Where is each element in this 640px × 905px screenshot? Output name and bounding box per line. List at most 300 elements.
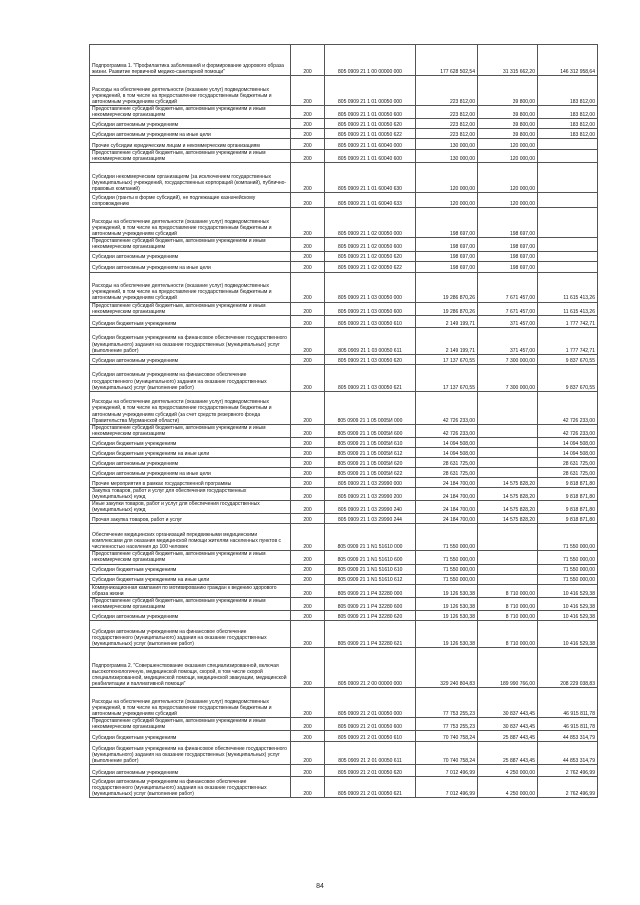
row-description: Предоставление субсидий бюджетным, автономным учреждениям и иным некоммерческим организациям: [90, 424, 291, 437]
table-row: [90, 437, 598, 447]
row-description: Подпрограмма 2. "Совершенствование оказания специализированной, включая высокотехнологичную, медицинской помощи, скорой, в том числе скорой специализированной, медицинской помощи, медицинской эвакуации, медицинской реабилитации и паллиативной помощи": [90, 647, 291, 687]
row-unexecuted-amount: 46 915 811,78: [538, 717, 598, 730]
row-admin-code: 200: [291, 467, 325, 477]
row-executed-amount: 120 000,00: [478, 193, 538, 208]
row-unexecuted-amount: [538, 150, 598, 163]
row-budget-code: 805 0909 21 1 P4 32280 600: [325, 597, 416, 610]
row-executed-amount: [478, 437, 538, 447]
row-unexecuted-amount: [538, 238, 598, 251]
row-description: Иные закупки товаров, работ и услуг для обеспечения государственных (муниципальных) нужд: [90, 501, 291, 514]
row-unexecuted-amount: [538, 261, 598, 272]
row-description: Субсидии автономным учреждениям: [90, 457, 291, 467]
row-budget-code: 805 0909 21 2 01 00050 000: [325, 687, 416, 717]
row-executed-amount: [478, 467, 538, 477]
row-unexecuted-amount: 208 229 038,83: [538, 647, 598, 687]
row-admin-code: 200: [291, 731, 325, 742]
row-executed-amount: 8 710 000,00: [478, 584, 538, 597]
row-executed-amount: 14 575 828,20: [478, 477, 538, 487]
row-unexecuted-amount: 71 550 000,00: [538, 564, 598, 574]
row-description: Расходы на обеспечение деятельности (оказание услуг) подведомственных учреждений, в том числе на предоставление государственным бюджетным и автономным учреждениям субсидий: [90, 208, 291, 238]
row-executed-amount: 39 800,00: [478, 76, 538, 106]
row-approved-amount: 130 000,00: [416, 150, 478, 163]
table-row: [90, 315, 598, 327]
row-admin-code: 200: [291, 238, 325, 251]
row-admin-code: 200: [291, 647, 325, 687]
row-approved-amount: 14 094 508,00: [416, 447, 478, 457]
row-description: Субсидии автономным учреждениям: [90, 354, 291, 364]
table-row: [90, 45, 598, 76]
row-budget-code: 805 0909 21 1 05 0005И 612: [325, 447, 416, 457]
table-row: [90, 501, 598, 514]
row-executed-amount: 4 250 000,00: [478, 777, 538, 798]
row-approved-amount: 198 697,00: [416, 208, 478, 238]
row-executed-amount: [478, 574, 538, 584]
row-budget-code: 805 0909 21 1 N1 51610 000: [325, 524, 416, 551]
row-budget-code: 805 0909 21 1 01 00050 622: [325, 129, 416, 139]
row-approved-amount: 223 812,00: [416, 129, 478, 139]
row-unexecuted-amount: 10 416 529,38: [538, 620, 598, 647]
row-executed-amount: 8 710 000,00: [478, 610, 538, 620]
row-approved-amount: 17 137 670,55: [416, 364, 478, 391]
row-executed-amount: 8 710 000,00: [478, 597, 538, 610]
row-unexecuted-amount: 9 818 871,80: [538, 514, 598, 524]
table-row: [90, 193, 598, 208]
budget-execution-table: [89, 44, 598, 798]
row-budget-code: 805 0909 21 1 05 0005И 600: [325, 424, 416, 437]
row-budget-code: 805 0909 21 1 01 00050 000: [325, 76, 416, 106]
row-admin-code: 200: [291, 354, 325, 364]
row-admin-code: 200: [291, 129, 325, 139]
table-row: [90, 364, 598, 391]
row-admin-code: 200: [291, 584, 325, 597]
row-approved-amount: 42 726 233,00: [416, 424, 478, 437]
row-unexecuted-amount: 44 853 314,79: [538, 742, 598, 765]
row-admin-code: 200: [291, 272, 325, 302]
row-unexecuted-amount: 14 094 508,00: [538, 447, 598, 457]
row-description: Расходы на обеспечение деятельности (оказание услуг) подведомственных учреждений, в том числе на предоставление государственным бюджетным и автономным учреждениям субсидий (за счет средств резервного фонда Правительства Мурманской области): [90, 391, 291, 424]
row-admin-code: 200: [291, 208, 325, 238]
table-row: [90, 731, 598, 742]
row-admin-code: 200: [291, 302, 325, 315]
row-admin-code: 200: [291, 119, 325, 129]
row-description: Подпрограмма 1. "Профилактика заболеваний и формирование здорового образа жизни. Развитие первичной медико-санитарной помощи": [90, 45, 291, 76]
row-unexecuted-amount: 146 312 958,64: [538, 45, 598, 76]
table-row: [90, 620, 598, 647]
row-admin-code: 200: [291, 501, 325, 514]
table-row: [90, 687, 598, 717]
row-admin-code: 200: [291, 597, 325, 610]
row-executed-amount: 39 800,00: [478, 129, 538, 139]
row-description: Субсидии автономным учреждениям на финансовое обеспечение государственного (муниципального) задания на оказание государственных (муниципальных) услуг (выполнение работ): [90, 777, 291, 798]
row-approved-amount: 17 137 670,55: [416, 354, 478, 364]
table-row: [90, 574, 598, 584]
row-description: Закупка товаров, работ и услуг для обеспечения государственных (муниципальных) нужд: [90, 487, 291, 500]
row-approved-amount: 19 286 870,26: [416, 272, 478, 302]
table-row: [90, 447, 598, 457]
row-unexecuted-amount: 10 416 529,38: [538, 597, 598, 610]
row-budget-code: 805 0909 21 1 03 00050 610: [325, 315, 416, 327]
table-row: [90, 777, 598, 798]
row-description: Субсидии автономным учреждениям на иные цели: [90, 261, 291, 272]
table-row: [90, 647, 598, 687]
row-approved-amount: 19 126 530,38: [416, 620, 478, 647]
table-row: [90, 610, 598, 620]
table-row: [90, 391, 598, 424]
row-budget-code: 805 0909 21 1 03 00050 611: [325, 327, 416, 354]
row-budget-code: 805 0909 21 1 03 29990 000: [325, 477, 416, 487]
row-unexecuted-amount: 71 550 000,00: [538, 551, 598, 564]
row-admin-code: 200: [291, 251, 325, 261]
row-unexecuted-amount: [538, 163, 598, 193]
row-description: Субсидии бюджетным учреждениям на финансовое обеспечение государственного (муниципального) задания на оказание государственных (муниципальных) услуг (выполнение работ): [90, 742, 291, 765]
row-admin-code: 200: [291, 574, 325, 584]
row-admin-code: 200: [291, 524, 325, 551]
row-description: Субсидии бюджетным учреждениям на иные цели: [90, 574, 291, 584]
row-executed-amount: 198 697,00: [478, 261, 538, 272]
row-budget-code: 805 0909 21 1 01 60040 633: [325, 193, 416, 208]
row-budget-code: 805 0909 21 1 03 00050 600: [325, 302, 416, 315]
row-unexecuted-amount: 9 818 871,80: [538, 487, 598, 500]
row-description: Предоставление субсидий бюджетным, автономным учреждениям и иным некоммерческим организациям: [90, 597, 291, 610]
row-approved-amount: 19 286 870,26: [416, 302, 478, 315]
row-executed-amount: 39 800,00: [478, 106, 538, 119]
table-row: [90, 514, 598, 524]
row-executed-amount: 7 300 000,00: [478, 354, 538, 364]
row-admin-code: 200: [291, 76, 325, 106]
row-budget-code: 805 0909 21 2 01 00050 600: [325, 717, 416, 730]
row-budget-code: 805 0909 21 1 N1 51610 612: [325, 574, 416, 584]
row-description: Субсидии автономным учреждениям на иные цели: [90, 129, 291, 139]
row-description: Субсидии (гранты в форме субсидий), не подлежащие казначейскому сопровождению: [90, 193, 291, 208]
table-row: [90, 564, 598, 574]
row-budget-code: 805 0909 21 1 00 00000 000: [325, 45, 416, 76]
row-unexecuted-amount: 183 812,00: [538, 106, 598, 119]
row-executed-amount: 189 990 766,00: [478, 647, 538, 687]
row-unexecuted-amount: 71 550 000,00: [538, 524, 598, 551]
row-executed-amount: [478, 391, 538, 424]
row-unexecuted-amount: [538, 139, 598, 150]
row-approved-amount: 70 740 758,24: [416, 731, 478, 742]
row-executed-amount: 371 457,00: [478, 315, 538, 327]
row-approved-amount: 198 697,00: [416, 251, 478, 261]
row-executed-amount: 25 887 443,45: [478, 731, 538, 742]
table-row: [90, 467, 598, 477]
row-executed-amount: 198 697,00: [478, 208, 538, 238]
row-description: Предоставление субсидий бюджетным, автономным учреждениям и иным некоммерческим организациям: [90, 150, 291, 163]
row-approved-amount: 24 184 700,00: [416, 477, 478, 487]
table-row: [90, 765, 598, 777]
table-row: [90, 327, 598, 354]
row-budget-code: 805 0909 21 1 02 00050 000: [325, 208, 416, 238]
table-row: [90, 354, 598, 364]
row-executed-amount: [478, 524, 538, 551]
row-executed-amount: 198 697,00: [478, 251, 538, 261]
row-budget-code: 805 0909 21 1 03 29990 240: [325, 501, 416, 514]
row-admin-code: 200: [291, 261, 325, 272]
row-budget-code: 805 0909 21 1 P4 32280 621: [325, 620, 416, 647]
row-admin-code: 200: [291, 447, 325, 457]
row-budget-code: 805 0909 21 2 01 00050 611: [325, 742, 416, 765]
row-approved-amount: 19 126 530,38: [416, 610, 478, 620]
row-budget-code: 805 0909 21 1 05 0005И 610: [325, 437, 416, 447]
row-admin-code: 200: [291, 45, 325, 76]
row-admin-code: 200: [291, 391, 325, 424]
row-unexecuted-amount: 183 812,00: [538, 76, 598, 106]
row-unexecuted-amount: 46 915 811,78: [538, 687, 598, 717]
table-row: [90, 742, 598, 765]
row-unexecuted-amount: 11 615 413,26: [538, 302, 598, 315]
row-description: Субсидии бюджетным учреждениям: [90, 564, 291, 574]
row-admin-code: 200: [291, 106, 325, 119]
row-unexecuted-amount: 11 615 413,26: [538, 272, 598, 302]
row-description: Субсидии автономным учреждениям: [90, 765, 291, 777]
row-budget-code: 805 0909 21 1 N1 51610 610: [325, 564, 416, 574]
row-description: Субсидии бюджетным учреждениям: [90, 315, 291, 327]
row-approved-amount: 71 550 000,00: [416, 551, 478, 564]
row-budget-code: 805 0909 21 1 N1 51610 600: [325, 551, 416, 564]
row-budget-code: 805 0909 21 1 P4 32280 620: [325, 610, 416, 620]
row-unexecuted-amount: 9 837 670,55: [538, 354, 598, 364]
row-executed-amount: 14 575 828,20: [478, 514, 538, 524]
row-admin-code: 200: [291, 551, 325, 564]
table-row: [90, 150, 598, 163]
row-description: Прочая закупка товаров, работ и услуг: [90, 514, 291, 524]
row-description: Субсидии автономным учреждениям на иные цели: [90, 467, 291, 477]
row-description: Предоставление субсидий бюджетным, автономным учреждениям и иным некоммерческим организациям: [90, 551, 291, 564]
row-approved-amount: 77 753 255,23: [416, 717, 478, 730]
row-approved-amount: 24 184 700,00: [416, 514, 478, 524]
row-admin-code: 200: [291, 437, 325, 447]
row-budget-code: 805 0909 21 1 05 0005И 620: [325, 457, 416, 467]
row-executed-amount: [478, 551, 538, 564]
table-row: [90, 717, 598, 730]
table-row: [90, 524, 598, 551]
row-executed-amount: [478, 564, 538, 574]
row-budget-code: 805 0909 21 2 01 00050 621: [325, 777, 416, 798]
row-admin-code: 200: [291, 742, 325, 765]
row-unexecuted-amount: [538, 193, 598, 208]
table-row: [90, 163, 598, 193]
row-executed-amount: 4 250 000,00: [478, 765, 538, 777]
row-unexecuted-amount: [538, 251, 598, 261]
row-executed-amount: 7 671 457,00: [478, 302, 538, 315]
page-number: 84: [316, 883, 324, 890]
row-unexecuted-amount: 9 837 670,55: [538, 364, 598, 391]
row-unexecuted-amount: 14 094 508,00: [538, 437, 598, 447]
table-body: [90, 45, 598, 798]
row-description: Субсидии некоммерческим организациям (за исключением государственных (муниципальных) учреждений, государственных корпораций (компаний), публично-правовых компаний): [90, 163, 291, 193]
row-executed-amount: 7 300 000,00: [478, 364, 538, 391]
row-description: Субсидии автономным учреждениям: [90, 251, 291, 261]
row-admin-code: 200: [291, 765, 325, 777]
row-unexecuted-amount: 44 853 314,79: [538, 731, 598, 742]
row-admin-code: 200: [291, 610, 325, 620]
row-budget-code: 805 0909 21 1 03 00050 620: [325, 354, 416, 364]
row-unexecuted-amount: 71 550 000,00: [538, 574, 598, 584]
table-row: [90, 272, 598, 302]
row-approved-amount: 19 126 530,38: [416, 584, 478, 597]
row-unexecuted-amount: 183 812,00: [538, 119, 598, 129]
row-description: Субсидии бюджетным учреждениям: [90, 731, 291, 742]
table-row: [90, 302, 598, 315]
row-admin-code: 200: [291, 364, 325, 391]
row-description: Субсидии автономным учреждениям: [90, 610, 291, 620]
row-approved-amount: 198 697,00: [416, 238, 478, 251]
row-approved-amount: 223 812,00: [416, 119, 478, 129]
row-budget-code: 805 0909 21 1 03 00050 000: [325, 272, 416, 302]
row-budget-code: 805 0909 21 1 02 00050 620: [325, 251, 416, 261]
row-approved-amount: 198 697,00: [416, 261, 478, 272]
row-approved-amount: 329 240 804,83: [416, 647, 478, 687]
row-description: Расходы на обеспечение деятельности (оказание услуг) подведомственных учреждений, в том числе на предоставление государственным бюджетным и автономным учреждениям субсидий: [90, 272, 291, 302]
row-budget-code: 805 0909 21 1 P4 32280 000: [325, 584, 416, 597]
row-executed-amount: 120 000,00: [478, 139, 538, 150]
table-row: [90, 119, 598, 129]
table-row: [90, 251, 598, 261]
table-row: [90, 106, 598, 119]
row-budget-code: 805 0909 21 1 05 0005И 000: [325, 391, 416, 424]
row-unexecuted-amount: 1 777 742,71: [538, 327, 598, 354]
row-executed-amount: 30 837 443,45: [478, 717, 538, 730]
row-executed-amount: 39 800,00: [478, 119, 538, 129]
row-approved-amount: 7 012 496,99: [416, 765, 478, 777]
row-unexecuted-amount: 183 812,00: [538, 129, 598, 139]
row-admin-code: 200: [291, 477, 325, 487]
row-unexecuted-amount: 2 762 496,99: [538, 765, 598, 777]
row-approved-amount: 2 149 199,71: [416, 315, 478, 327]
row-executed-amount: 371 457,00: [478, 327, 538, 354]
row-description: Субсидии автономным учреждениям: [90, 119, 291, 129]
row-executed-amount: 31 315 662,20: [478, 45, 538, 76]
table-row: [90, 238, 598, 251]
row-executed-amount: 120 000,00: [478, 150, 538, 163]
row-budget-code: 805 0909 21 1 02 00050 622: [325, 261, 416, 272]
row-admin-code: 200: [291, 487, 325, 500]
table-row: [90, 584, 598, 597]
row-description: Субсидии бюджетным учреждениям: [90, 437, 291, 447]
row-budget-code: 805 0909 21 1 03 29990 244: [325, 514, 416, 524]
row-admin-code: 200: [291, 139, 325, 150]
row-unexecuted-amount: 10 416 529,38: [538, 610, 598, 620]
table-row: [90, 424, 598, 437]
row-budget-code: 805 0909 21 1 02 00050 600: [325, 238, 416, 251]
row-budget-code: 805 0909 21 1 03 29990 200: [325, 487, 416, 500]
row-admin-code: 200: [291, 564, 325, 574]
row-description: Субсидии бюджетным учреждениям на иные цели: [90, 447, 291, 457]
row-admin-code: 200: [291, 424, 325, 437]
row-executed-amount: 30 837 443,45: [478, 687, 538, 717]
row-executed-amount: 14 575 828,20: [478, 501, 538, 514]
row-admin-code: 200: [291, 687, 325, 717]
row-admin-code: 200: [291, 150, 325, 163]
row-unexecuted-amount: 28 631 725,00: [538, 467, 598, 477]
row-budget-code: 805 0909 21 1 01 00050 620: [325, 119, 416, 129]
row-approved-amount: 2 149 199,71: [416, 327, 478, 354]
table-row: [90, 261, 598, 272]
row-approved-amount: 120 000,00: [416, 163, 478, 193]
row-executed-amount: 8 710 000,00: [478, 620, 538, 647]
row-admin-code: 200: [291, 514, 325, 524]
row-unexecuted-amount: 9 818 871,80: [538, 501, 598, 514]
row-executed-amount: 14 575 828,20: [478, 487, 538, 500]
table-row: [90, 597, 598, 610]
row-admin-code: 200: [291, 457, 325, 467]
row-budget-code: 805 0909 21 1 01 00050 600: [325, 106, 416, 119]
row-description: Прочие субсидии юридическим лицам и некоммерческим организациям: [90, 139, 291, 150]
row-executed-amount: 198 697,00: [478, 238, 538, 251]
row-approved-amount: 24 184 700,00: [416, 487, 478, 500]
row-approved-amount: 28 631 725,00: [416, 467, 478, 477]
row-description: Расходы на обеспечение деятельности (оказание услуг) подведомственных учреждений, в том числе на предоставление государственным бюджетным и автономным учреждениям субсидий: [90, 76, 291, 106]
table-row: [90, 208, 598, 238]
row-budget-code: 805 0909 21 2 01 00050 620: [325, 765, 416, 777]
row-description: Расходы на обеспечение деятельности (оказание услуг) подведомственных учреждений, в том числе на предоставление государственным бюджетным и автономным учреждениям субсидий: [90, 687, 291, 717]
table-row: [90, 457, 598, 467]
row-executed-amount: [478, 457, 538, 467]
table-row: [90, 129, 598, 139]
row-description: Предоставление субсидий бюджетным, автономным учреждениям и иным некоммерческим организациям: [90, 717, 291, 730]
row-description: Субсидии бюджетным учреждениям на финансовое обеспечение государственного (муниципального) задания на оказание государственных (муниципальных) услуг (выполнение работ): [90, 327, 291, 354]
row-budget-code: 805 0909 21 1 05 0005И 622: [325, 467, 416, 477]
row-admin-code: 200: [291, 717, 325, 730]
row-unexecuted-amount: 2 762 496,99: [538, 777, 598, 798]
row-description: Прочие мероприятия в рамках государственной программы: [90, 477, 291, 487]
row-approved-amount: 14 094 508,00: [416, 437, 478, 447]
row-admin-code: 200: [291, 193, 325, 208]
row-approved-amount: 24 184 700,00: [416, 501, 478, 514]
row-unexecuted-amount: 10 416 529,38: [538, 584, 598, 597]
row-unexecuted-amount: 1 777 742,71: [538, 315, 598, 327]
row-approved-amount: 177 628 502,54: [416, 45, 478, 76]
row-approved-amount: 70 740 758,24: [416, 742, 478, 765]
row-approved-amount: 130 000,00: [416, 139, 478, 150]
row-budget-code: 805 0909 21 2 01 00050 610: [325, 731, 416, 742]
row-unexecuted-amount: [538, 208, 598, 238]
row-executed-amount: [478, 424, 538, 437]
row-admin-code: 200: [291, 777, 325, 798]
row-description: Коммуникационная кампания по мотивированию граждан к ведению здорового образа жизни: [90, 584, 291, 597]
row-budget-code: 805 0909 21 1 03 00050 621: [325, 364, 416, 391]
row-approved-amount: 71 550 000,00: [416, 524, 478, 551]
row-description: Субсидии автономным учреждениям на финансовое обеспечение государственного (муниципального) задания на оказание государственных (муниципальных) услуг (выполнение работ): [90, 364, 291, 391]
row-approved-amount: 223 812,00: [416, 106, 478, 119]
row-approved-amount: 71 550 000,00: [416, 564, 478, 574]
row-description: Субсидии автономным учреждениям на финансовое обеспечение государственного (муниципального) задания на оказание государственных (муниципальных) услуг (выполнение работ): [90, 620, 291, 647]
row-admin-code: 200: [291, 163, 325, 193]
row-approved-amount: 42 726 233,00: [416, 391, 478, 424]
row-approved-amount: 77 753 255,23: [416, 687, 478, 717]
row-approved-amount: 19 126 530,38: [416, 597, 478, 610]
table-row: [90, 487, 598, 500]
row-approved-amount: 71 550 000,00: [416, 574, 478, 584]
row-approved-amount: 7 012 496,99: [416, 777, 478, 798]
row-executed-amount: [478, 447, 538, 457]
row-description: Предоставление субсидий бюджетным, автономным учреждениям и иным некоммерческим организациям: [90, 302, 291, 315]
table-row: [90, 477, 598, 487]
row-admin-code: 200: [291, 620, 325, 647]
row-unexecuted-amount: 42 726 233,00: [538, 391, 598, 424]
row-approved-amount: 28 631 725,00: [416, 457, 478, 467]
row-unexecuted-amount: 9 818 871,80: [538, 477, 598, 487]
row-admin-code: 200: [291, 327, 325, 354]
row-approved-amount: 223 812,00: [416, 76, 478, 106]
row-unexecuted-amount: 28 631 725,00: [538, 457, 598, 467]
row-executed-amount: 25 887 443,45: [478, 742, 538, 765]
table-row: [90, 139, 598, 150]
row-budget-code: 805 0909 21 1 01 60040 600: [325, 150, 416, 163]
row-description: Обеспечение медицинских организаций передвижными медицинскими комплексами для оказания медицинской помощи жителям населенных пунктов с численностью населения до 100 человек: [90, 524, 291, 551]
row-approved-amount: 120 000,00: [416, 193, 478, 208]
